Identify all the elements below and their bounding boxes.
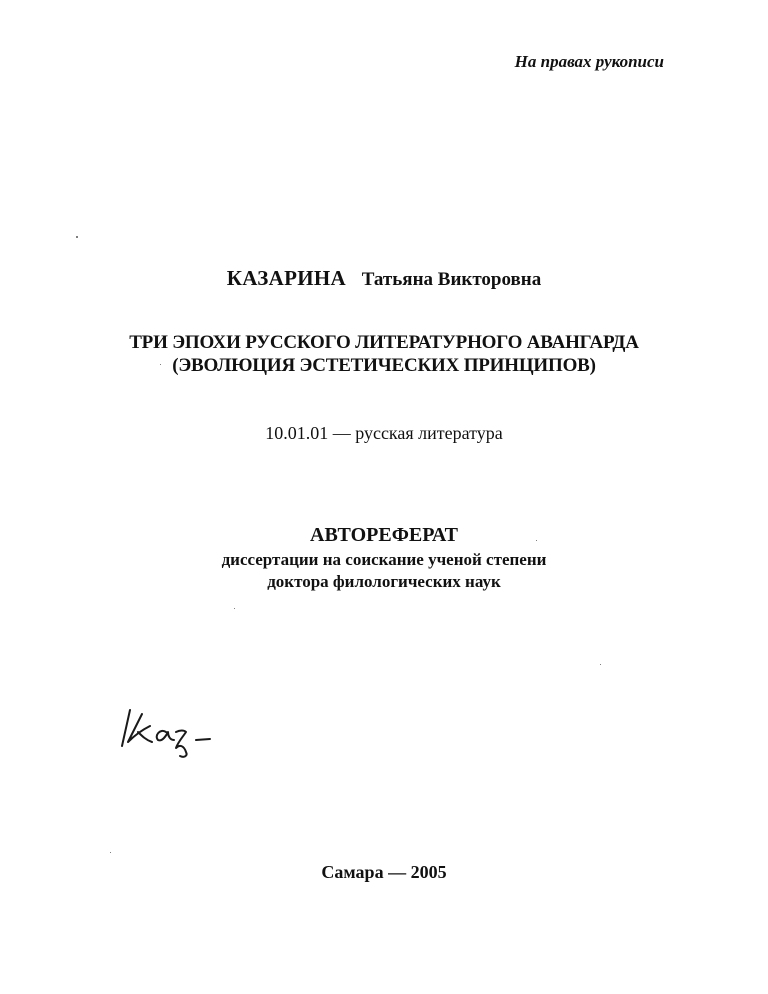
author-name: [0, 266, 768, 291]
scan-speck: [110, 852, 111, 853]
handwritten-signature: [116, 702, 226, 762]
dissertation-title-line-1: ТРИ ЭПОХИ РУССКОГО ЛИТЕРАТУРНОГО АВАНГАРДА: [129, 332, 639, 353]
degree-line-2: доктора филологических наук: [267, 572, 501, 591]
scan-speck: [600, 664, 601, 665]
scan-speck: [234, 608, 235, 609]
name-spacer: [351, 266, 356, 290]
author-given-names: Татьяна Викторовна: [361, 269, 542, 290]
scan-speck: [160, 364, 161, 365]
abstract-heading: АВТОРЕФЕРАТ: [310, 524, 458, 546]
author-surname: КАЗАРИНА: [226, 266, 346, 290]
city-year: Самара — 2005: [321, 862, 447, 882]
scan-speck: [536, 540, 537, 541]
dissertation-title-line-2: (ЭВОЛЮЦИЯ ЭСТЕТИЧЕСКИХ ПРИНЦИПОВ): [172, 355, 596, 376]
scan-speck: [76, 236, 78, 238]
degree-line-1: диссертации на соискание ученой степени: [221, 550, 547, 569]
specialty-code: 10.01.01 — русская литература: [265, 423, 503, 443]
rights-note: На правах рукописи: [514, 52, 664, 71]
